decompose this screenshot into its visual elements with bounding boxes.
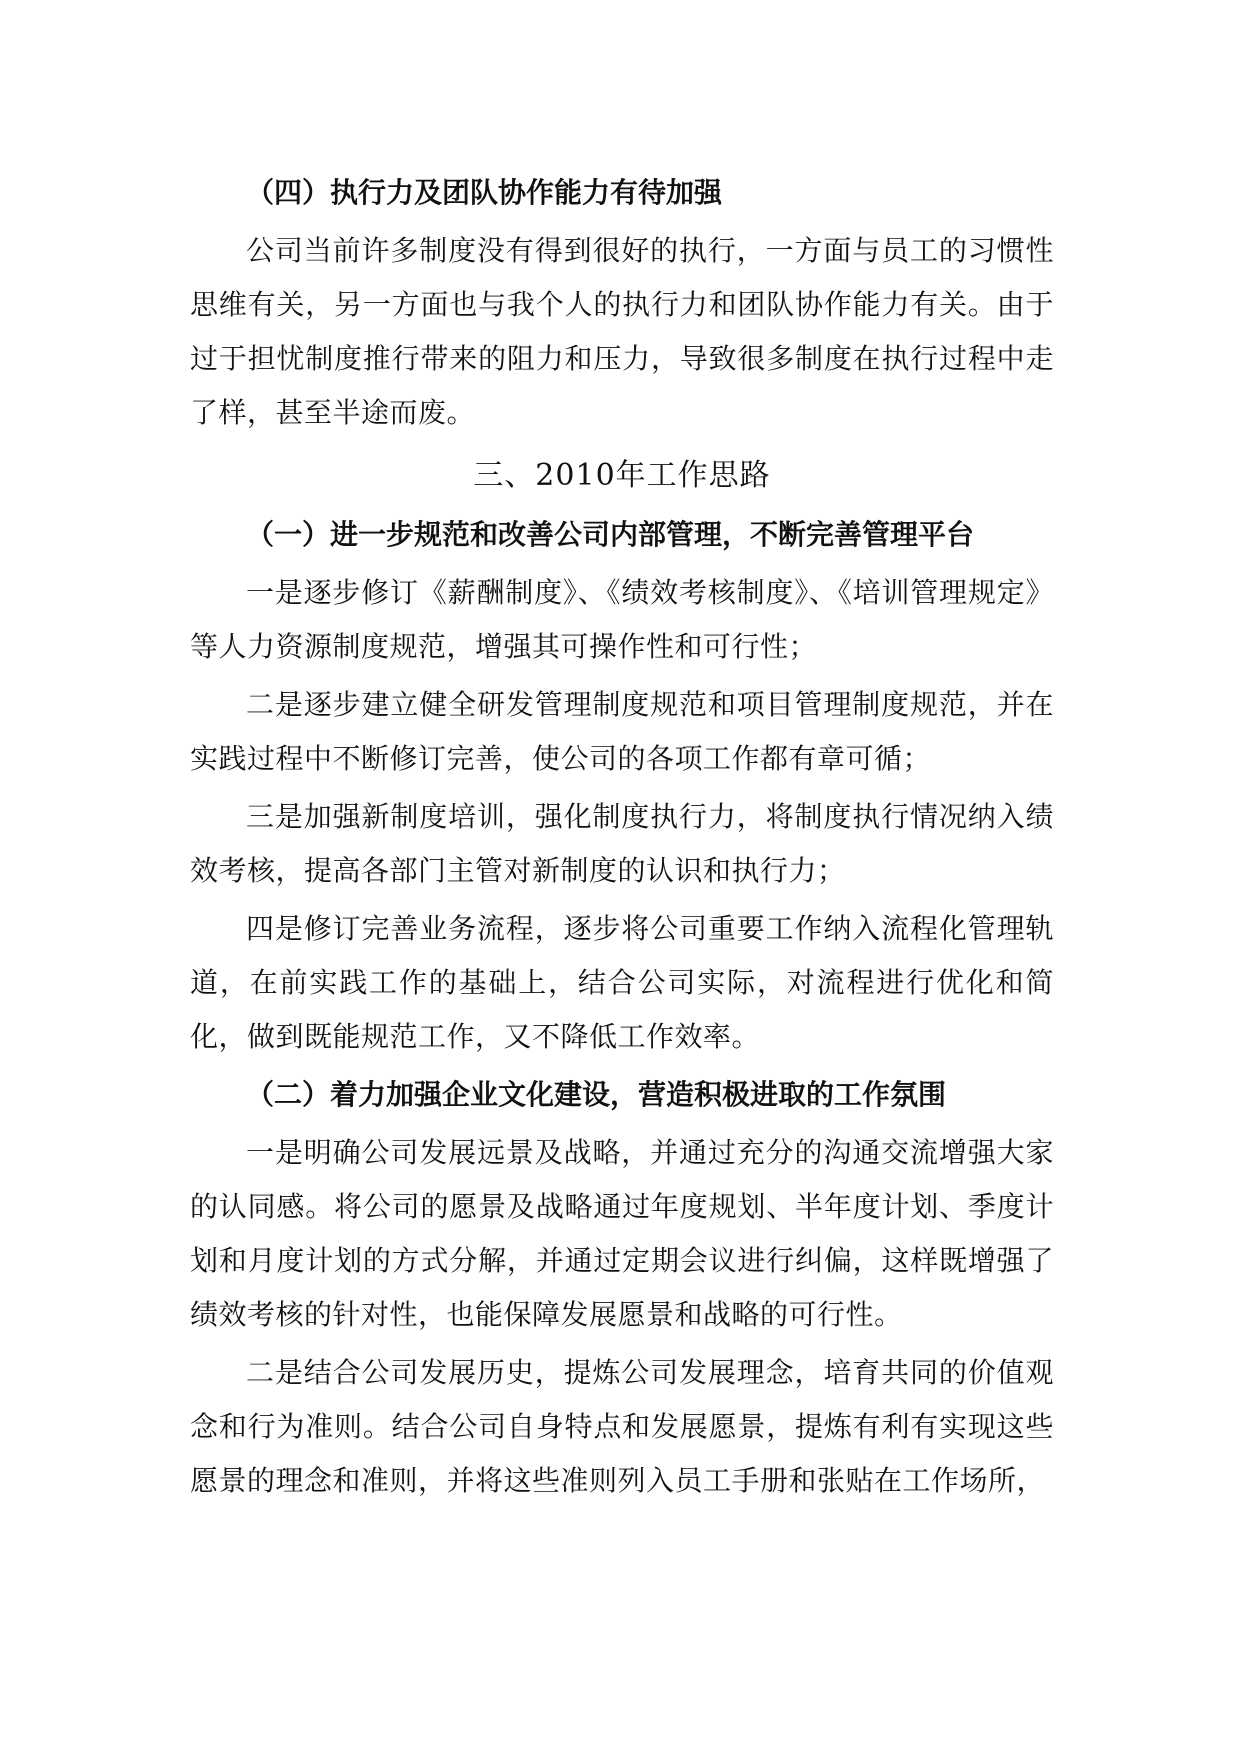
section-four-heading: （四）执行力及团队协作能力有待加强	[246, 176, 723, 209]
sub-one-heading: （一）进一步规范和改善公司内部管理，不断完善管理平台	[246, 518, 975, 551]
section-four-paragraph: 公司当前许多制度没有得到很好的执行，一方面与员工的习惯性思维有关，另一方面也与我个人的执行力和团队协作能力有关。由于过于担忧制度推行带来的阻力和压力，导致很多制度在执行过程中走了样，甚至半途而废。	[190, 234, 1054, 429]
sub-two-item-1: 一是明确公司发展远景及战略，并通过充分的沟通交流增强大家的认同感。将公司的愿景及战略通过年度规划、半年度计划、季度计划和月度计划的方式分解，并通过定期会议进行纠偏，这样既增强了绩效考核的针对性，也能保障发展愿景和战略的可行性。	[190, 1136, 1054, 1331]
sub-two-heading: （二）着力加强企业文化建设，营造积极进取的工作氛围	[246, 1078, 947, 1111]
sub-two-item-2: 二是结合公司发展历史，提炼公司发展理念，培育共同的价值观念和行为准则。结合公司自身特点和发展愿景，提炼有利有实现这些愿景的理念和准则，并将这些准则列入员工手册和张贴在工作场所，	[190, 1356, 1054, 1497]
sub-one-item-2: 二是逐步建立健全研发管理制度规范和项目管理制度规范，并在实践过程中不断修订完善，使公司的各项工作都有章可循；	[190, 688, 1054, 775]
sub-one-item-1: 一是逐步修订《薪酬制度》、《绩效考核制度》、《培训管理规定》等人力资源制度规范，增强其可操作性和可行性；	[190, 576, 1054, 663]
document-body	[190, 166, 1054, 1512]
part-three-title: 三、2010年工作思路	[473, 458, 771, 493]
sub-one-item-4: 四是修订完善业务流程，逐步将公司重要工作纳入流程化管理轨道，在前实践工作的基础上，结合公司实际，对流程进行优化和简化，做到既能规范工作，又不降低工作效率。	[190, 912, 1054, 1053]
sub-one-item-3: 三是加强新制度培训，强化制度执行力，将制度执行情况纳入绩效考核，提高各部门主管对新制度的认识和执行力；	[190, 800, 1054, 887]
